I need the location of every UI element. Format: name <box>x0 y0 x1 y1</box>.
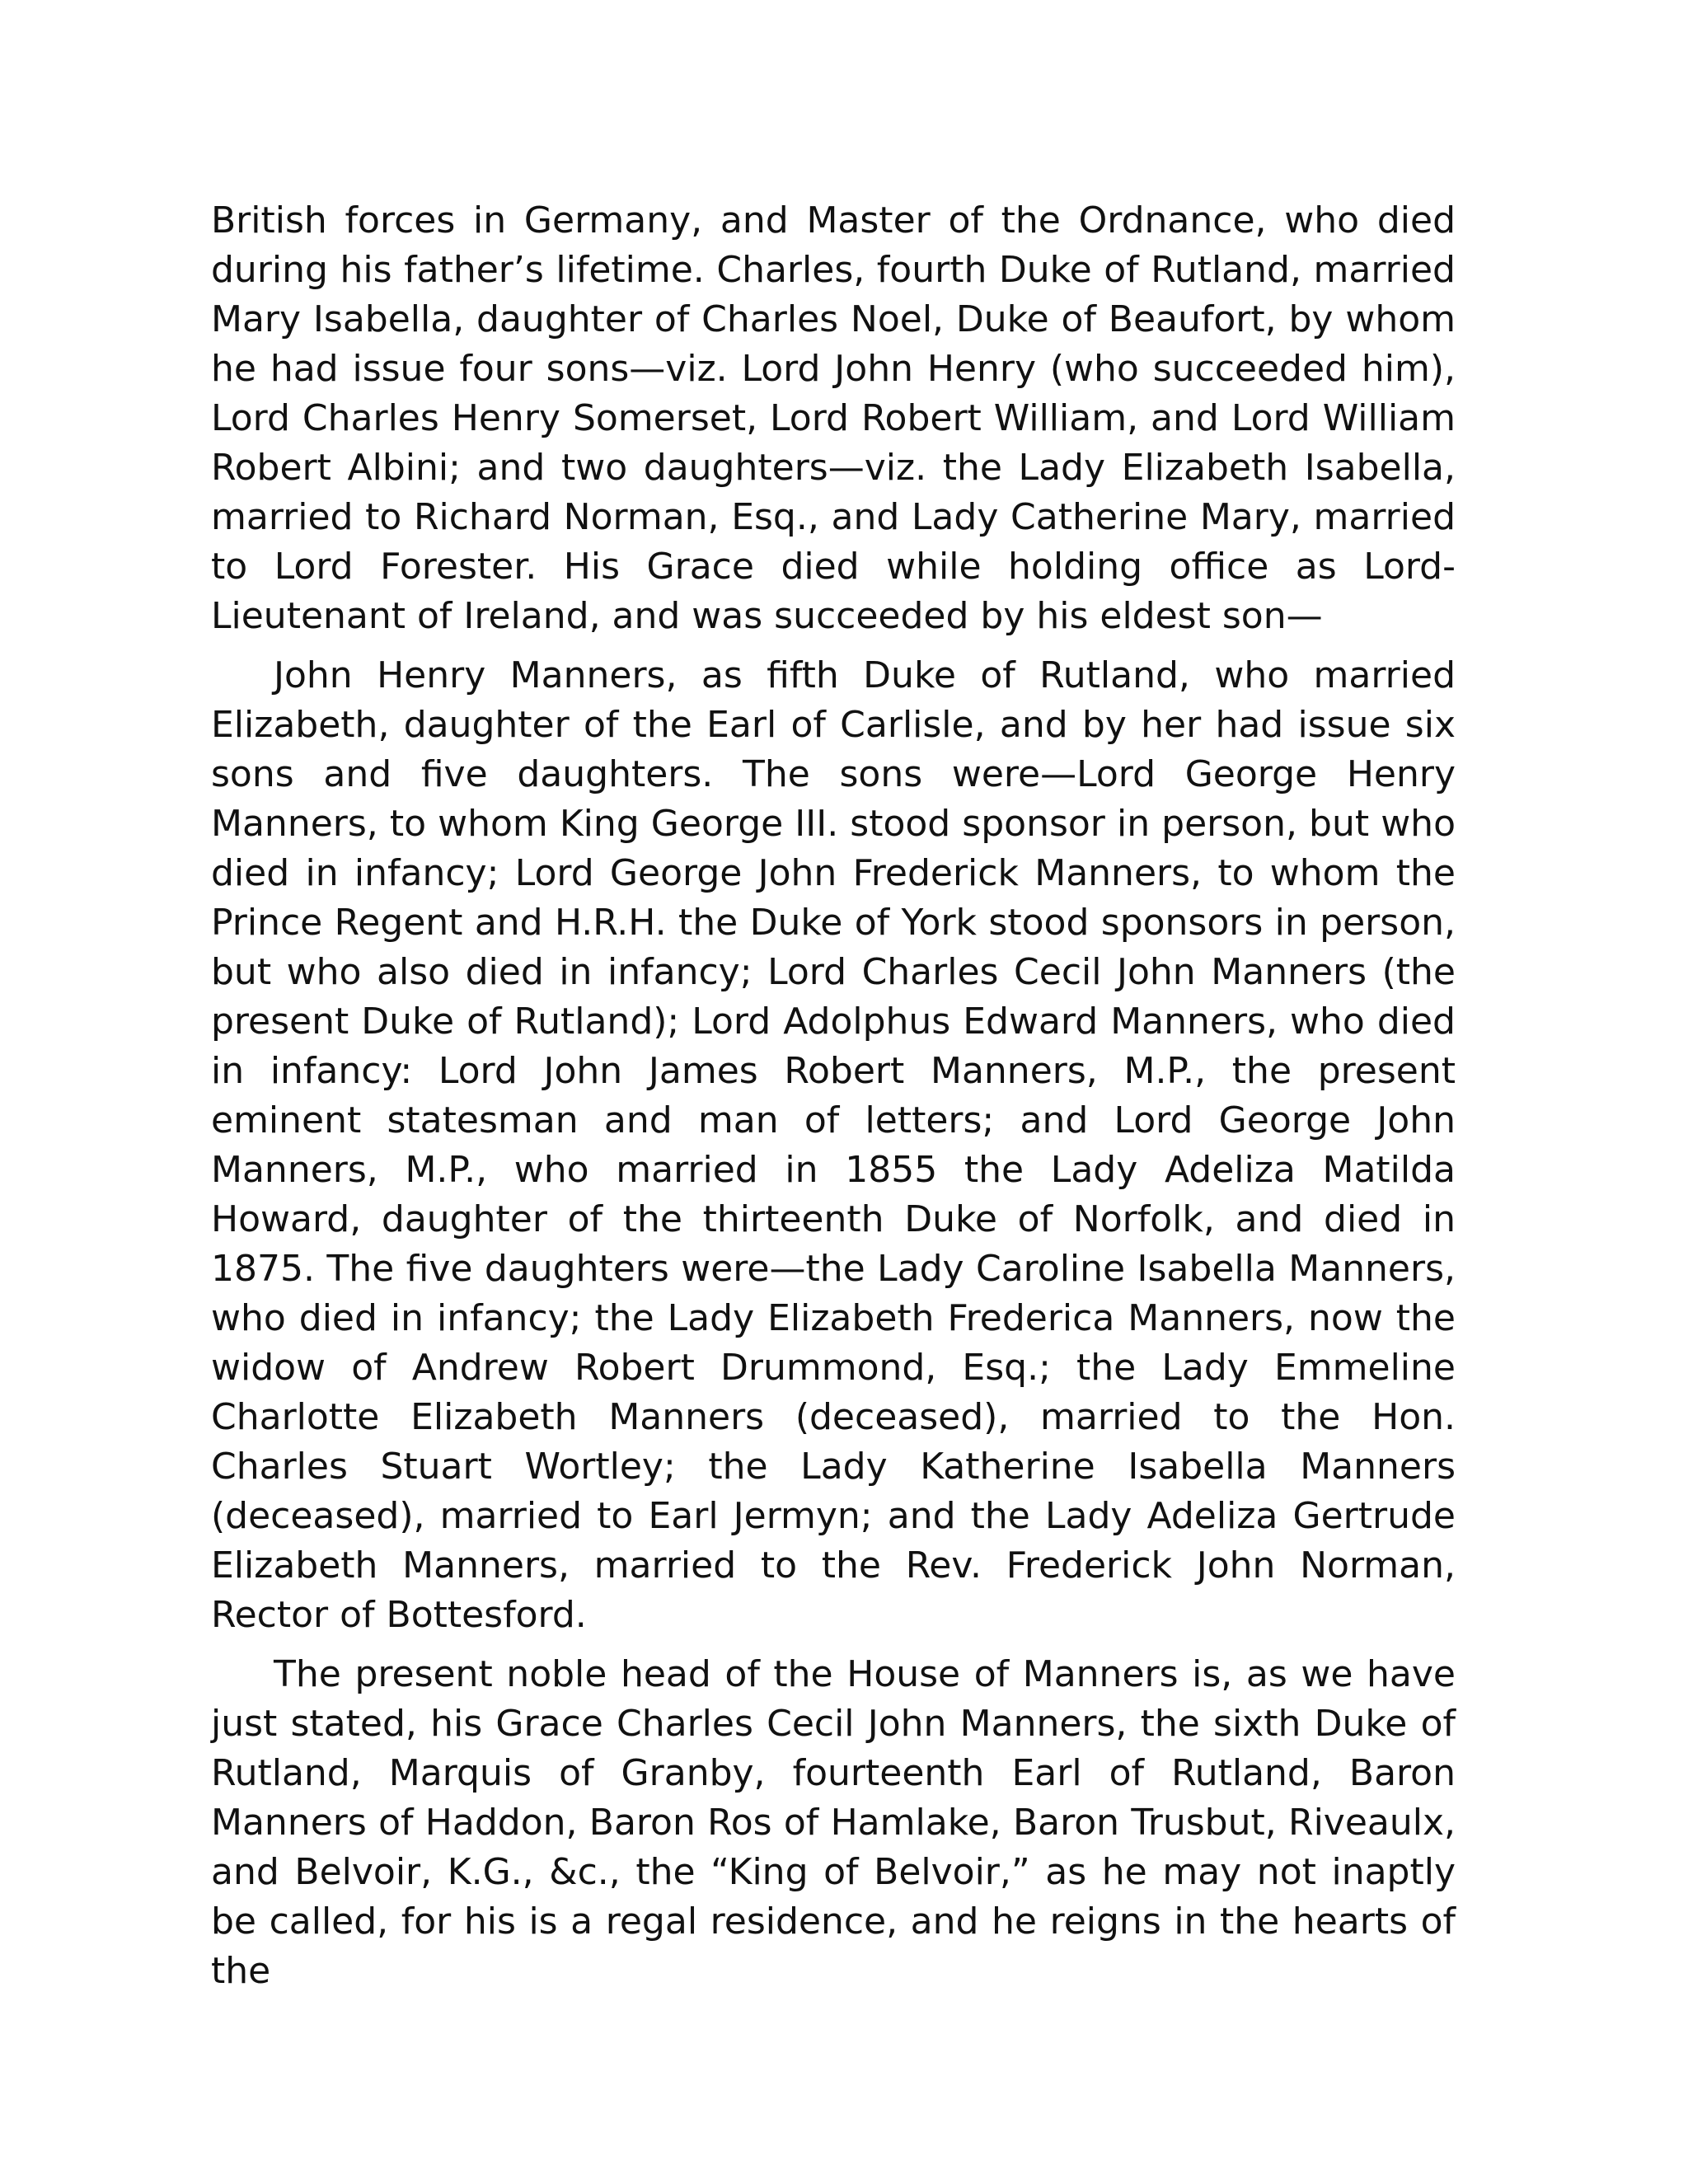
paragraph-fifth-duke: John Henry Manners, as fifth Duke of Rutland, who married Elizabeth, daughter of the Earl of Carlisle, and by her had issue six sons and five daughters. The sons were—Lord George Henry Manners, to whom King George III. stood sponsor in person, but who died in infancy; Lord George John Frederick Manners, to whom the Prince Regent and H.R.H. the Duke of York stood sponsors in person, but who also died in infancy; Lord Charles Cecil John Manners (the present Duke of Rutland); Lord Adolphus Edward Manners, who died in infancy: Lord John James Robert Manners, M.P., the present eminent statesman and man of letters; and Lord George John Manners, M.P., who married in 1855 the Lady Adeliza Matilda Howard, daughter of the thirteenth Duke of Norfolk, and died in 1875. The five daughters were—the Lady Caroline Isabella Manners, who died in infancy; the Lady Elizabeth Frederica Manners, now the widow of Andrew Robert Drummond, Esq.; the Lady Emmeline Charlotte Elizabeth Manners (deceased), married to the Hon. Charles Stuart Wortley; the Lady Katherine Isabella Manners (deceased), married to Earl Jermyn; and the Lady Adeliza Gertrude Elizabeth Manners, married to the Rev. Frederick John Norman, Rector of Bottesford. <box>211 654 1456 1636</box>
page-body <box>211 196 1456 1996</box>
paragraph-present-head: The present noble head of the House of Manners is, as we have just stated, his Grace Charles Cecil John Manners, the sixth Duke of Rutland, Marquis of Granby, fourteenth Earl of Rutland, Baron Manners of Haddon, Baron Ros of Hamlake, Baron Trusbut, Riveaulx, and Belvoir, K.G., &c., the “King of Belvoir,” as he may not inaptly be called, for his is a regal residence, and he reigns in the hearts of the <box>211 1653 1456 1992</box>
paragraph-continuation: British forces in Germany, and Master of the Ordnance, who died during his father’s lifetime. Charles, fourth Duke of Rutland, married Mary Isabella, daughter of Charles Noel, Duke of Beaufort, by whom he had issue four sons—viz. Lord John Henry (who succeeded him), Lord Charles Henry Somerset, Lord Robert William, and Lord William Robert Albini; and two daughters—viz. the Lady Elizabeth Isabella, married to Richard Norman, Esq., and Lady Catherine Mary, married to Lord Forester. His Grace died while holding office as Lord-Lieutenant of Ireland, and was succeeded by his eldest son— <box>211 199 1456 637</box>
